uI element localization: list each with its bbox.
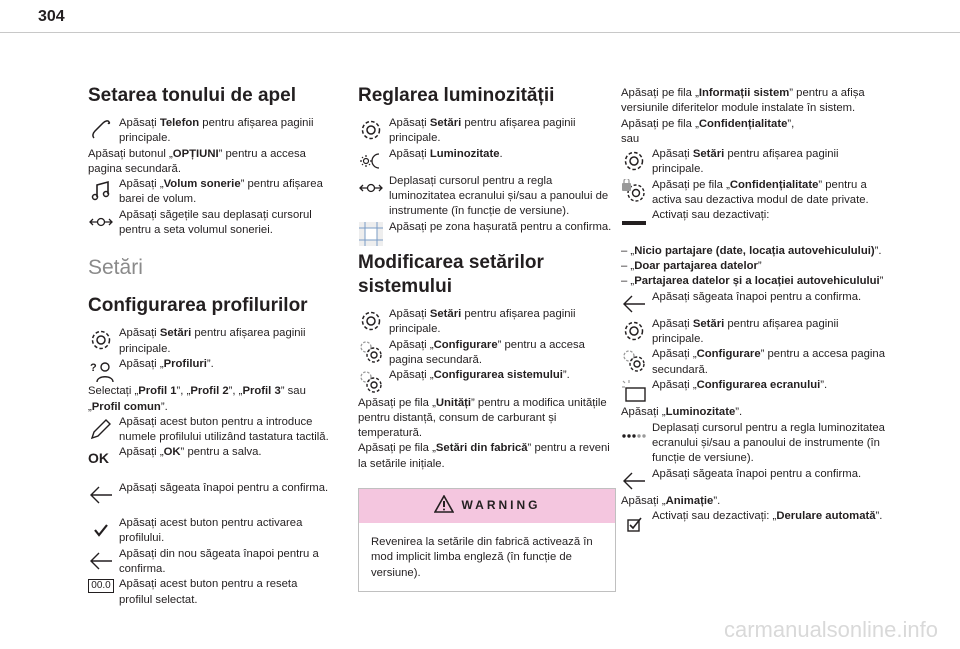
page-number: 304 bbox=[38, 8, 65, 25]
option-no-sharing: – „Nicio partajare (date, locația autovehiculului)”. bbox=[621, 244, 882, 257]
gear-icon bbox=[358, 308, 384, 334]
step-privacy-settings: Apăsați Setări pentru afișarea paginii principale. bbox=[621, 147, 893, 178]
step-back-again: Apăsați din nou săgeata înapoi pentru a confirma. bbox=[88, 547, 333, 578]
back-arrow-icon bbox=[88, 482, 114, 508]
option-data-only: – „Doar partajarea datelor” bbox=[621, 259, 762, 272]
step-sys-factory: Apăsați pe fila „Setări din fabrică” pentru a reveni la setările inițiale. bbox=[358, 442, 610, 470]
step-privacy-toggle: Activați sau dezactivați: bbox=[621, 208, 893, 223]
step-sys-settings: Apăsați Setări pentru afișarea paginii principale. bbox=[358, 307, 616, 338]
gears-icon bbox=[358, 339, 384, 365]
gear-icon bbox=[621, 148, 647, 174]
reset-icon: 00.0 bbox=[88, 579, 114, 593]
hatched-area-icon bbox=[358, 221, 384, 247]
step-animation: Apăsați „Animație”. bbox=[621, 494, 721, 507]
back-arrow-icon bbox=[621, 291, 647, 317]
step-screen-config: Apăsați „Configurare” pentru a accesa pagina secundară. bbox=[621, 347, 893, 378]
step-screen-configuration: Apăsați „Configurarea ecranului”. bbox=[621, 378, 893, 393]
gears-icon bbox=[621, 348, 647, 374]
step-privacy-back: Apăsați săgeata înapoi pentru a confirma. bbox=[621, 290, 893, 305]
brightness-slider-icon bbox=[621, 422, 647, 448]
step-auto-scroll: Activați sau dezactivați: „Derulare automată”. bbox=[621, 509, 893, 524]
gear-icon bbox=[358, 117, 384, 143]
step-screen-back: Apăsați săgeata înapoi pentru a confirma. bbox=[621, 467, 893, 482]
step-phone: Apăsați Telefon pentru afișarea paginii principale. bbox=[88, 116, 333, 147]
step-edit-name: Apăsați acest buton pentru a introduce numele profilului utilizând tastatura tactilă. bbox=[88, 415, 333, 446]
checkbox-icon bbox=[621, 510, 647, 536]
step-ok: OK Apăsați „OK” pentru a salva. bbox=[88, 445, 333, 460]
heading-call-tone: Setarea tonului de apel bbox=[88, 85, 296, 106]
step-select-profile: Selectați „Profil 1”, „Profil 2”, „Profil 3” sau „Profil comun”. bbox=[88, 385, 306, 413]
step-ringer-arrows: Apăsați săgețile sau deplasați cursorul pentru a seta volumul soneriei. bbox=[88, 208, 333, 239]
pencil-icon bbox=[88, 416, 114, 442]
screen-icon bbox=[621, 379, 647, 405]
step-br-slider: Deplasați cursorul pentru a regla luminozitatea ecranului și/sau a panoului de instrumente (în funcție de versiune). bbox=[358, 174, 616, 220]
heading-settings: Setări bbox=[88, 256, 143, 280]
gear-icon bbox=[621, 318, 647, 344]
step-activate-profile: Apăsați acest buton pentru activarea profilului. bbox=[88, 516, 333, 547]
option-data-and-location: – „Partajarea datelor și a locației autovehiculului” bbox=[621, 275, 884, 288]
gear-icon bbox=[88, 327, 114, 353]
svg-text:?: ? bbox=[90, 361, 97, 374]
checkmark-icon bbox=[88, 517, 114, 543]
step-br-settings: Apăsați Setări pentru afișarea paginii principale. bbox=[358, 116, 616, 147]
profiles-icon bbox=[88, 358, 114, 384]
ok-icon: OK bbox=[88, 450, 109, 467]
column-left bbox=[88, 80, 333, 608]
warning-icon bbox=[434, 495, 454, 517]
step-system-info: Apăsați pe fila „Informații sistem” pentru a afișa versiunile diferitelor module instalate în sistem. bbox=[621, 87, 865, 115]
step-options: Apăsați butonul „OPȚIUNI” pentru a accesa pagina secundară. bbox=[88, 147, 306, 175]
step-screen-slider: Deplasați cursorul pentru a regla luminozitatea ecranului și/sau a panoului de instrumente (în funcție de versiune). bbox=[621, 421, 893, 467]
step-privacy-mode: Apăsați pe fila „Confidențialitate” pentru a activa sau dezactiva modul de date private. bbox=[621, 178, 893, 209]
step-profiles-settings: Apăsați Setări pentru afișarea paginii principale. bbox=[88, 326, 333, 357]
step-reset-profile: 00.0 Apăsați acest buton pentru a reseta profilul selectat. bbox=[88, 577, 333, 608]
header-rule bbox=[0, 32, 960, 33]
heading-profiles: Configurarea profilurilor bbox=[88, 295, 308, 317]
toggle-bar-icon bbox=[621, 209, 647, 235]
step-profiles: ? Apăsați „Profiluri”. bbox=[88, 357, 333, 372]
gears-icon bbox=[358, 369, 384, 395]
warning-text: Revenirea la setările din fabrică activează în mod implicit limba engleză (în funcție de versiune). bbox=[371, 536, 593, 579]
step-privacy-tab: Apăsați pe fila „Confidențialitate”, bbox=[621, 117, 795, 130]
heading-brightness: Reglarea luminozității bbox=[358, 85, 555, 106]
column-right bbox=[621, 86, 893, 524]
warning-title: WARNING bbox=[461, 498, 541, 513]
phone-icon bbox=[88, 117, 114, 143]
step-screen-settings: Apăsați Setări pentru afișarea paginii principale. bbox=[621, 317, 893, 348]
step-ringer-volume: Apăsați „Volum sonerie” pentru afișarea barei de volum. bbox=[88, 177, 333, 208]
warning-header bbox=[359, 489, 615, 523]
step-sys-system-config: Apăsați „Configurarea sistemului”. bbox=[358, 368, 616, 383]
step-br-hatched: Apăsați pe zona hașurată pentru a confirma. bbox=[358, 220, 616, 235]
privacy-gear-icon bbox=[621, 179, 647, 205]
warning-box bbox=[358, 488, 616, 592]
back-arrow-icon bbox=[621, 468, 647, 494]
step-sys-config: Apăsați „Configurare” pentru a accesa pagina secundară. bbox=[358, 338, 616, 369]
slider-arrows-icon bbox=[88, 209, 114, 235]
step-sys-units: Apăsați pe fila „Unități” pentru a modifica unitățile pentru distanță, consum de carburant și temperatură. bbox=[358, 396, 607, 440]
column-middle bbox=[358, 80, 616, 592]
sun-moon-icon bbox=[358, 148, 384, 174]
slider-arrows-icon bbox=[358, 175, 384, 201]
step-back-confirm: Apăsați săgeata înapoi pentru a confirma. bbox=[88, 481, 333, 496]
heading-system: Modificarea setărilor sistemului bbox=[358, 252, 544, 298]
music-note-icon bbox=[88, 178, 114, 204]
watermark: carmanualsonline.info bbox=[723, 617, 938, 642]
step-screen-brightness: Apăsați „Luminozitate”. bbox=[621, 406, 743, 419]
back-arrow-icon bbox=[88, 548, 114, 574]
or-text: sau bbox=[621, 132, 640, 145]
step-br-brightness: Apăsați Luminozitate. bbox=[358, 147, 616, 162]
